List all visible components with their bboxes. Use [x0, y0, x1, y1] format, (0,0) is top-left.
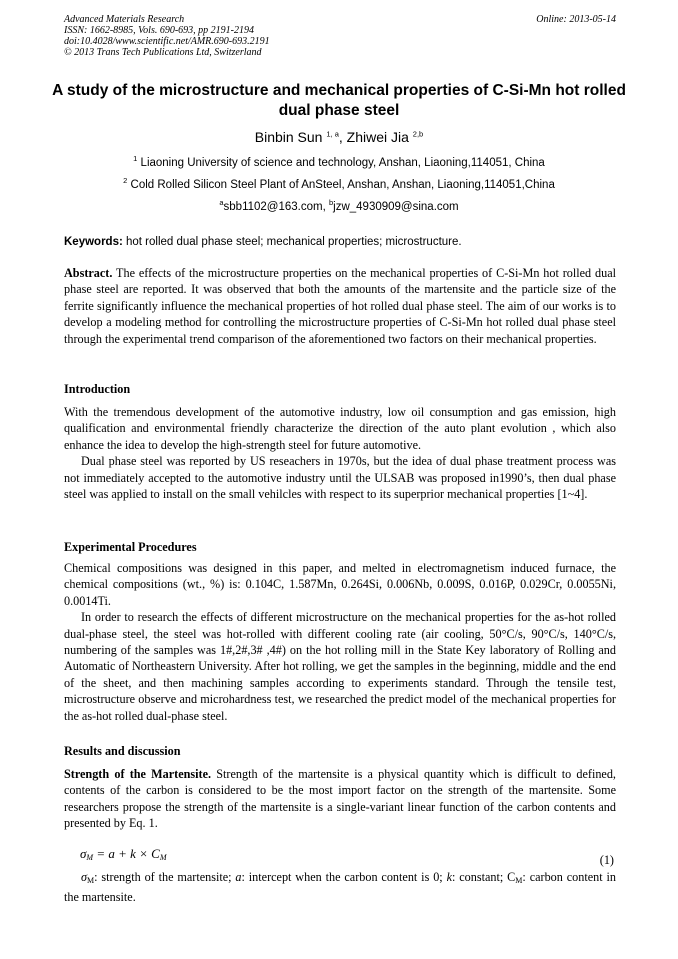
definition-text: : carbon content in the martensite.: [64, 870, 616, 905]
symbol: a: [235, 870, 242, 884]
affiliation: [0, 176, 678, 191]
equation-rhs: = a + k × C: [93, 846, 160, 861]
symbol: σ: [81, 870, 88, 884]
affiliation: [0, 154, 678, 169]
equation-definition: [64, 869, 616, 906]
email-line: [0, 198, 678, 213]
abstract-label: Abstract.: [64, 266, 113, 280]
journal-name: Advanced Materials Research: [64, 14, 185, 25]
introduction-body: [64, 404, 616, 502]
symbol-subscript: M: [515, 876, 523, 885]
copyright-line: © 2013 Trans Tech Publications Ltd, Switzerland: [64, 47, 262, 58]
affiliation-text: Cold Rolled Silicon Steel Plant of AnSteel, Anshan, Anshan, Liaoning,114051,China: [130, 179, 555, 191]
equation-symbol: σ: [80, 846, 87, 861]
affiliation-sup: 1: [133, 154, 138, 164]
equation-1: [80, 846, 167, 862]
doi-line: doi:10.4028/www.scientific.net/AMR.690-693.2191: [64, 36, 270, 47]
results-body: [64, 766, 616, 832]
abstract-text: The effects of the microstructure properties on the mechanical properties of C-Si-Mn hot rolled dual phase steel are reported. It was observed that both the amounts of the martensite and the particle size of the ferrite significantly influence the mechanical properties of hot rolled dual phase steel. The aim of our works is to develop a modeling method for controlling the microstructure properties of C-Si-Mn hot rolled dual phase steel through the experimental trend comparison of the aforementioned two factors on their mechanical properties.: [64, 266, 616, 346]
section-heading-experimental: Experimental Procedures: [64, 540, 197, 554]
equation-number: (1): [599, 853, 614, 867]
paragraph: Strength of the martensite is a physical quantity which is difficult to defined, contents of the carbon is considered to be the most import factor on the strength of the martensite. Some researchers propose the strength of the martensite is a single-variant linear function of the carbon contents and presented by Eq. 1.: [64, 767, 616, 831]
author-sup: 2,b: [412, 129, 424, 139]
page-header: [64, 14, 616, 58]
equation-subscript: M: [86, 853, 94, 862]
affiliation-sup: 2: [123, 176, 128, 186]
abstract: [64, 265, 616, 347]
subsection-lead: Strength of the Martensite.: [64, 767, 212, 781]
definition-text: : constant; C: [452, 870, 516, 884]
keywords-label: Keywords:: [64, 236, 123, 248]
keywords: [64, 236, 616, 248]
affiliation-text: Liaoning University of science and technology, Anshan, Liaoning,114051, China: [140, 157, 545, 169]
keywords-text: hot rolled dual phase steel; mechanical properties; microstructure.: [122, 236, 462, 248]
equation-subscript: M: [159, 853, 167, 862]
definition-text: : intercept when the carbon content is 0;: [241, 870, 447, 884]
section-heading-results: Results and discussion: [64, 744, 181, 758]
email-b[interactable]: jzw_4930909@sina.com: [333, 201, 459, 213]
author-name: Zhiwei Jia: [346, 129, 413, 145]
email-sup: b: [328, 198, 334, 208]
issn-line: ISSN: 1662-8985, Vols. 690-693, pp 2191-2194: [64, 25, 254, 36]
symbol-subscript: M: [87, 876, 95, 885]
paper-title: A study of the microstructure and mechanical properties of C-Si-Mn hot rolled dual phase steel: [52, 82, 626, 119]
paragraph: Dual phase steel was reported by US reseachers in 1970s, but the idea of dual phase treatment process was not immediately accepted to the automotive industry until the ULSAB was proposed in1990’s, then dual phase steel was applied to install on the small vehilcles with respect to its superprior mechanical properties [1~4].: [64, 454, 616, 502]
paragraph: With the tremendous development of the automotive industry, low oil consumption and gas emission, high qualification and environmental friendly characterize the direction of the auto plant evolution , which also enhance the idea to develop the high-strength steel for future automotive.: [64, 405, 616, 452]
symbol: k: [446, 870, 452, 884]
author-separator: ,: [338, 129, 347, 145]
section-heading-introduction: Introduction: [64, 382, 131, 396]
online-date: Online: 2013-05-14: [536, 14, 616, 25]
paragraph: In order to research the effects of different microstructure on the mechanical properties for the as-hot rolled dual-phase steel, the steel was hot-rolled with different cooling rate (air cooling, 50°C/s, 90°C/s, 140°C/s, numbering of the samples was 1#,2#,3# ,4#) on the hot rolling mill in the State Key laboratory of Rolling and Automatic of Northeastern University. After hot rolling, we get the samples in the beginning, middle and the end of the sheet, and then machining samples according to experiments standard. Through the tensile test, microstructure observe and microhardness test, we researched the predict model of the mechanical properties for the as-hot rolled dual-phase steel.: [64, 610, 616, 723]
definition-text: : strength of the martensite;: [94, 870, 236, 884]
paragraph: Chemical compositions was designed in this paper, and melted in electromagnetism induced furnace, the chemical compositions (wt., %) is: 0.104C, 1.587Mn, 0.264Si, 0.006Nb, 0.009S, 0.016P, 0.029Cr, 0.0055Ni, 0.0014Ti.: [64, 561, 616, 608]
author-list: [0, 129, 678, 145]
experimental-body: [64, 560, 616, 724]
email-sup: a: [219, 198, 224, 208]
author-name: Binbin Sun: [254, 129, 327, 145]
email-a[interactable]: sbb1102@163.com,: [223, 201, 329, 213]
author-sup: 1, a: [326, 129, 339, 139]
